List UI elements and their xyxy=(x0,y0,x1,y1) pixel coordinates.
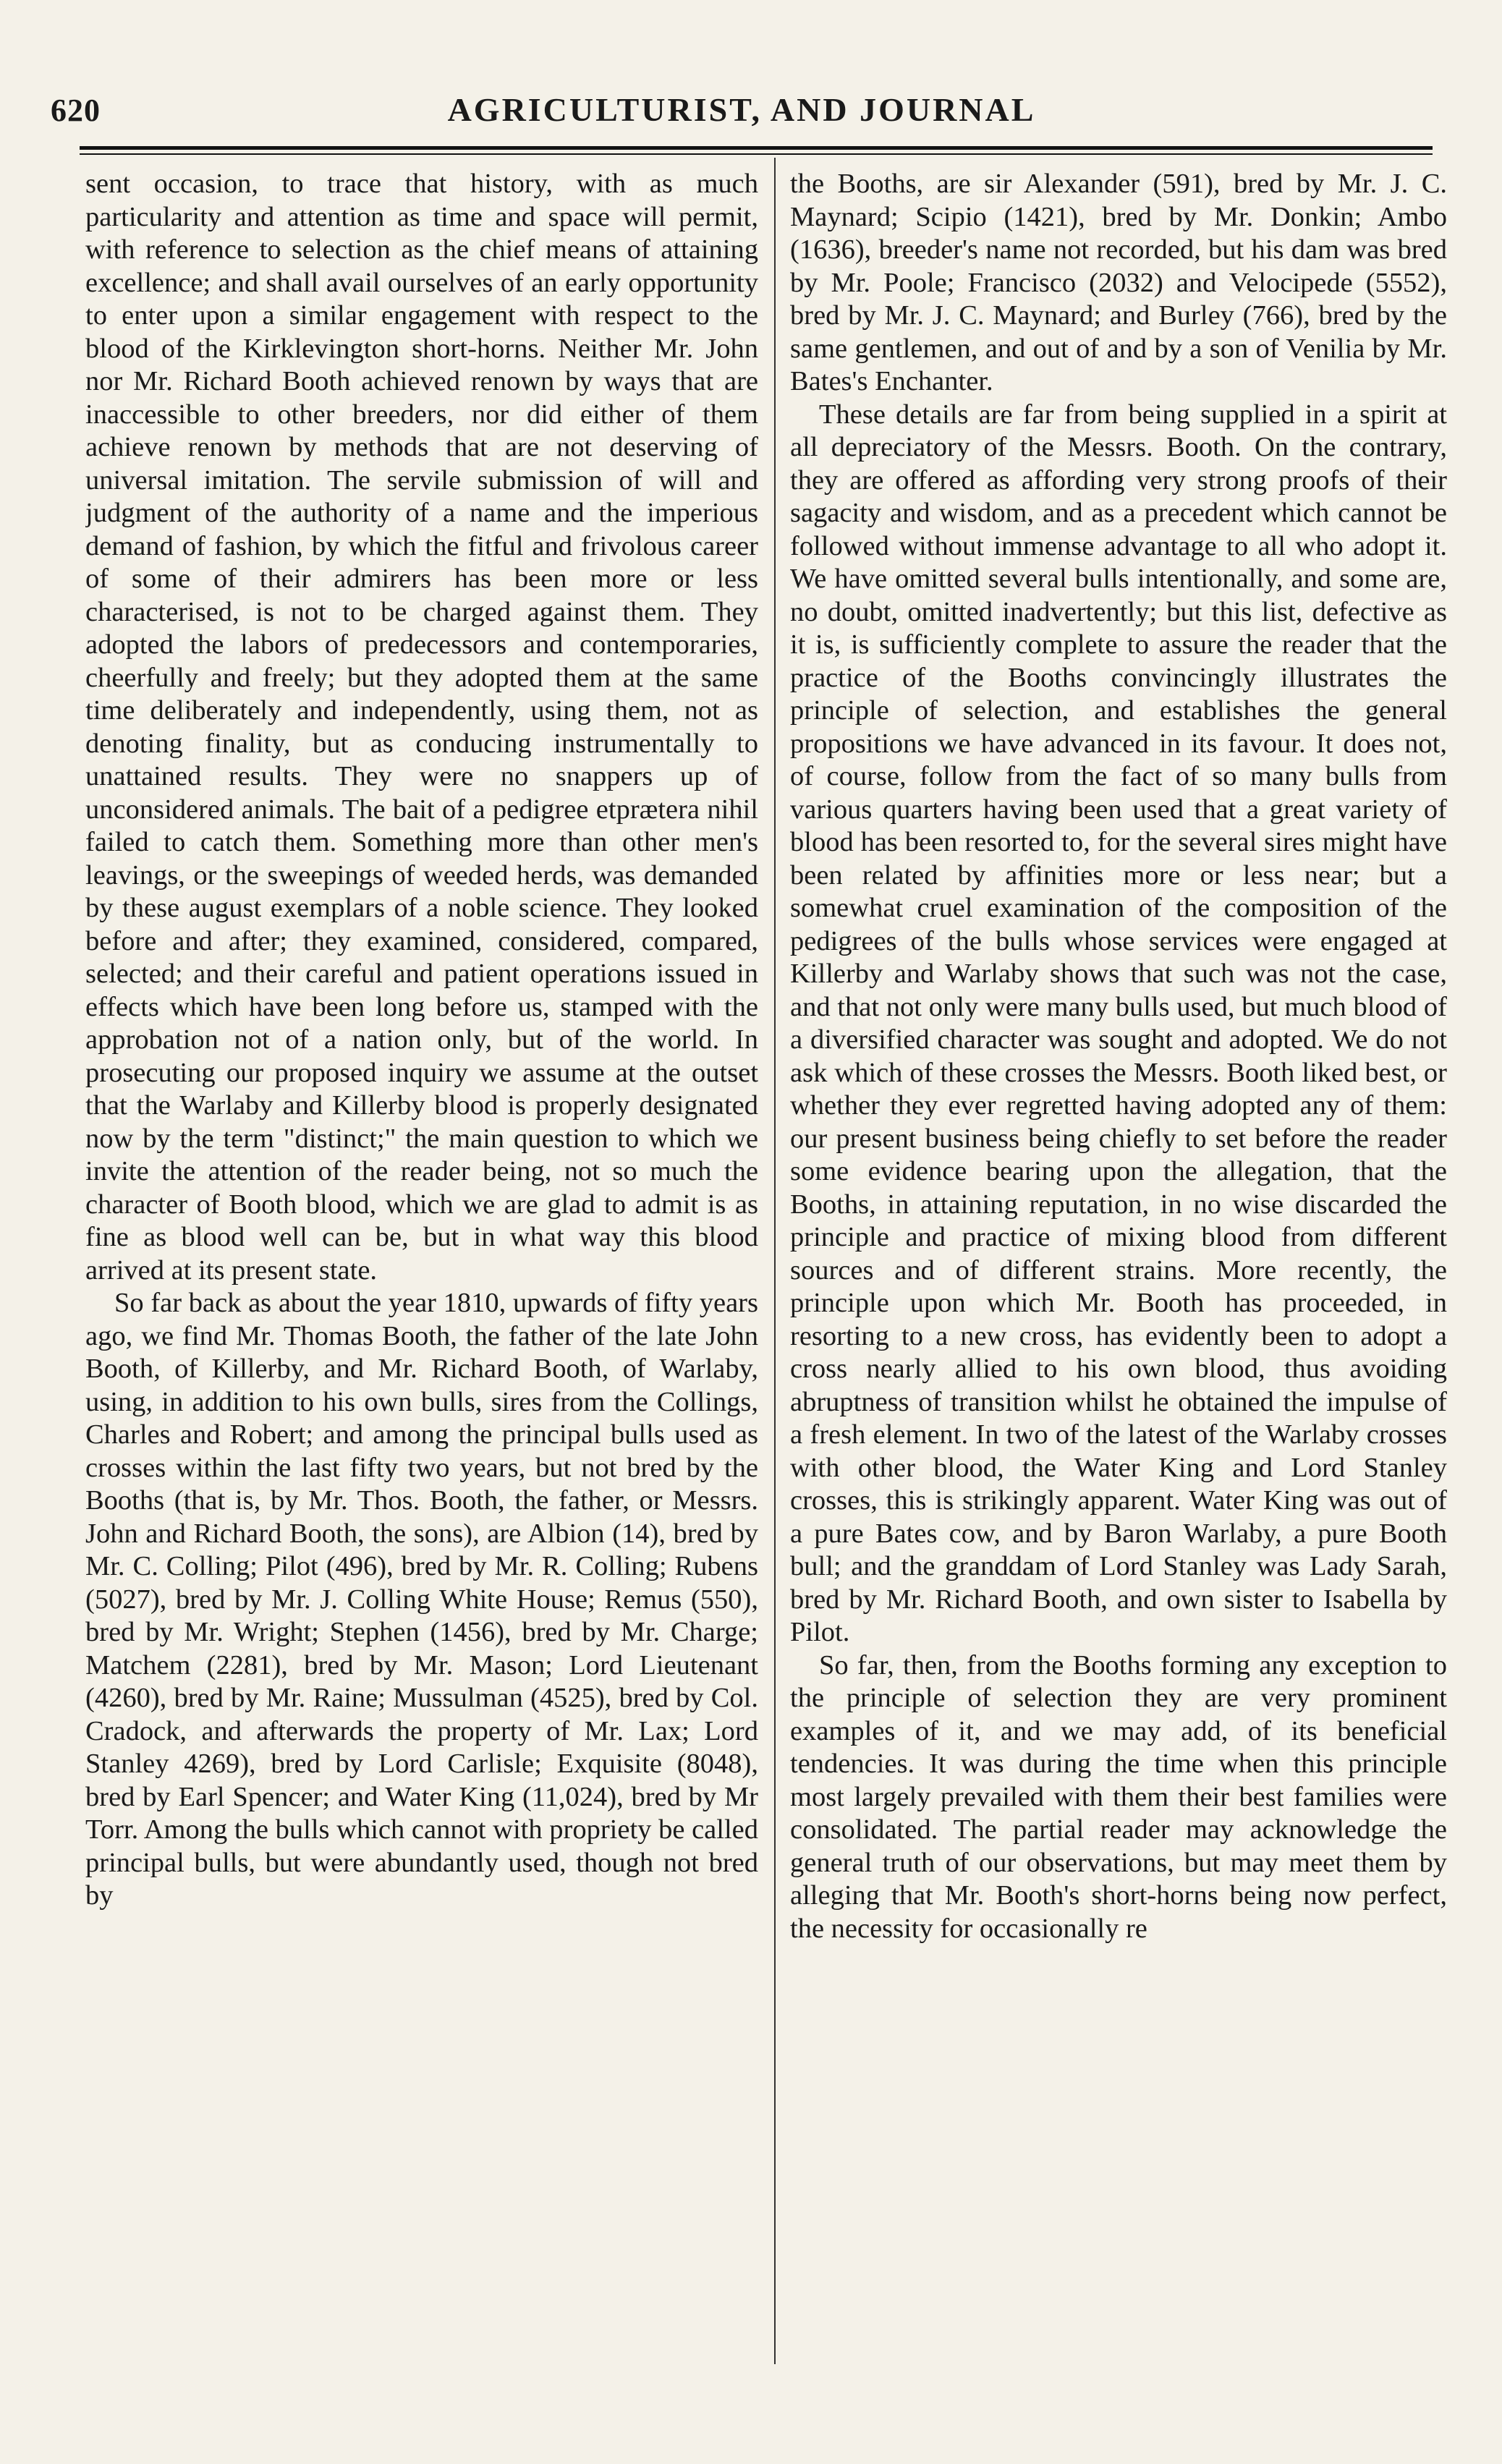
right-column xyxy=(790,168,1447,2382)
column-divider xyxy=(774,158,776,2364)
paragraph: So far back as about the year 1810, upwards of fifty years ago, we find Mr. Thomas Booth, the father of the late John Booth, of Killerby, and Mr. Richard Booth, of Warlaby, using, in addition to his own bulls, sires from the Collings, Charles and Robert; and among the principal bulls used as crosses within the last fifty two years, but not bred by the Booths (that is, by Mr. Thos. Booth, the father, or Messrs. John and Richard Booth, the sons), are Albion (14), bred by Mr. C. Colling; Pilot (496), bred by Mr. R. Colling; Rubens (5027), bred by Mr. J. Colling White House; Remus (550), bred by Mr. Wright; Stephen (1456), bred by Mr. Charge; Matchem (2281), bred by Mr. Mason; Lord Lieutenant (4260), bred by Mr. Raine; Mussulman (4525), bred by Col. Cradock, and afterwards the property of Mr. Lax; Lord Stanley 4269), bred by Lord Carlisle; Exquisite (8048), bred by Earl Spencer; and Water King (11,024), bred by Mr Torr. Among the bulls which cannot with propriety be called principal bulls, but were abundantly used, though not bred by xyxy=(85,1288,758,1911)
paragraph: So far, then, from the Booths forming any exception to the principle of selection they are very prominent examples of it, and we may add, of its beneficial tendencies. It was during the time when this principle most largely prevailed with them their best families were consolidated. The partial reader may acknowledge the general truth of our observations, but may meet them by alleging that Mr. Booth's short-horns being now perfect, the necessity for occasionally re xyxy=(790,1649,1447,1944)
paragraph: These details are far from being supplied in a spirit at all depreciatory of the Messrs. Booth. On the contrary, they are offered as affording very strong proofs of their sagacity and wisdom, and as a precedent which cannot be followed without immense advantage to all who adopt it. We have omitted several bulls intentionally, and some are, no doubt, omitted inadvertently; but this list, defective as it is, is sufficiently complete to assure the reader that the practice of the Booths convincingly illustrates the principle of selection, and establishes the general propositions we have advanced in its favour. It does not, of course, follow from the fact of so many bulls from various quarters having been used that a great variety of blood has been resorted to, for the several sires might have been related by affinities more or less near; but a somewhat cruel examination of the composition of the pedigrees of the bulls whose services were engaged at Killerby and Warlaby shows that such was not the case, and that not only were many bulls used, but much blood of a diversified character was sought and adopted. We do not ask which of these crosses the Messrs. Booth liked best, or whether they ever regretted having adopted any of them: our present business being chiefly to set before the reader some evidence bearing upon the allegation, that the Booths, in attaining reputation, in no wise discarded the principle and practice of mixing blood from different sources and of different strains. More recently, the principle upon which Mr. Booth has proceeded, in resorting to a new cross, has evidently been to adopt a cross nearly allied to his own blood, thus avoiding abruptness of transition whilst he obtained the impulse of a fresh element. In two of the latest of the Warlaby crosses with other blood, the Water King and Lord Stanley crosses, this is strikingly apparent. Water King was out of a pure Bates cow, and by Baron Warlaby, a pure Booth bull; and the granddam of Lord Stanley was Lady Sarah, bred by Mr. Richard Booth, and own sister to Isabella by Pilot. xyxy=(790,399,1447,1647)
left-column xyxy=(85,168,758,2382)
page-header xyxy=(43,83,1440,141)
page-number: 620 xyxy=(51,93,101,128)
header-rule xyxy=(80,146,1433,155)
paragraph: sent occasion, to trace that history, with as much particularity and attention as time and space will permit, with reference to selection as the chief means of attaining excellence; and shall avail ourselves of an early opportunity to enter upon a similar engagement with respect to the blood of the Kirklevington short-horns. Neither Mr. John nor Mr. Richard Booth achieved renown by ways that are inaccessible to other breeders, nor did either of them achieve renown by methods that are not deserving of universal imitation. The servile submission of will and judgment of the authority of a name and the imperious demand of fashion, by which the fitful and frivolous career of some of their admirers has been more or less characterised, is not to be charged against them. They adopted the labors of predecessors and contemporaries, cheerfully and freely; but they adopted them at the same time deliberately and independently, using them, not as denoting finality, but as conducing instrumentally to unattained results. They were no snappers up of unconsidered animals. The bait of a pedigree etprætera nihil failed to catch them. Something more than other men's leavings, or the sweepings of weeded herds, was demanded by these august exemplars of a noble science. They looked before and after; they examined, considered, compared, selected; and their careful and patient operations issued in effects which have been long before us, stamped with the approbation not of a nation only, but of the world. In prosecuting our proposed inquiry we assume at the outset that the Warlaby and Killerby blood is properly designated now by the term "distinct;" the main question to which we invite the attention of the reader being, not so much the character of Booth blood, which we are glad to admit is as fine as blood well can be, but in what way this blood arrived at its present state. xyxy=(85,169,758,1286)
running-head: AGRICULTURIST, AND JOURNAL xyxy=(447,91,1036,128)
paragraph: the Booths, are sir Alexander (591), bred by Mr. J. C. Maynard; Scipio (1421), bred by Mr. Donkin; Ambo (1636), breeder's name not recorded, but his dam was bred by Mr. Poole; Francisco (2032) and Velocipede (5552), bred by Mr. J. C. Maynard; and Burley (766), bred by the same gentlemen, and out of and by a son of Venilia by Mr. Bates's Enchanter. xyxy=(790,169,1447,396)
